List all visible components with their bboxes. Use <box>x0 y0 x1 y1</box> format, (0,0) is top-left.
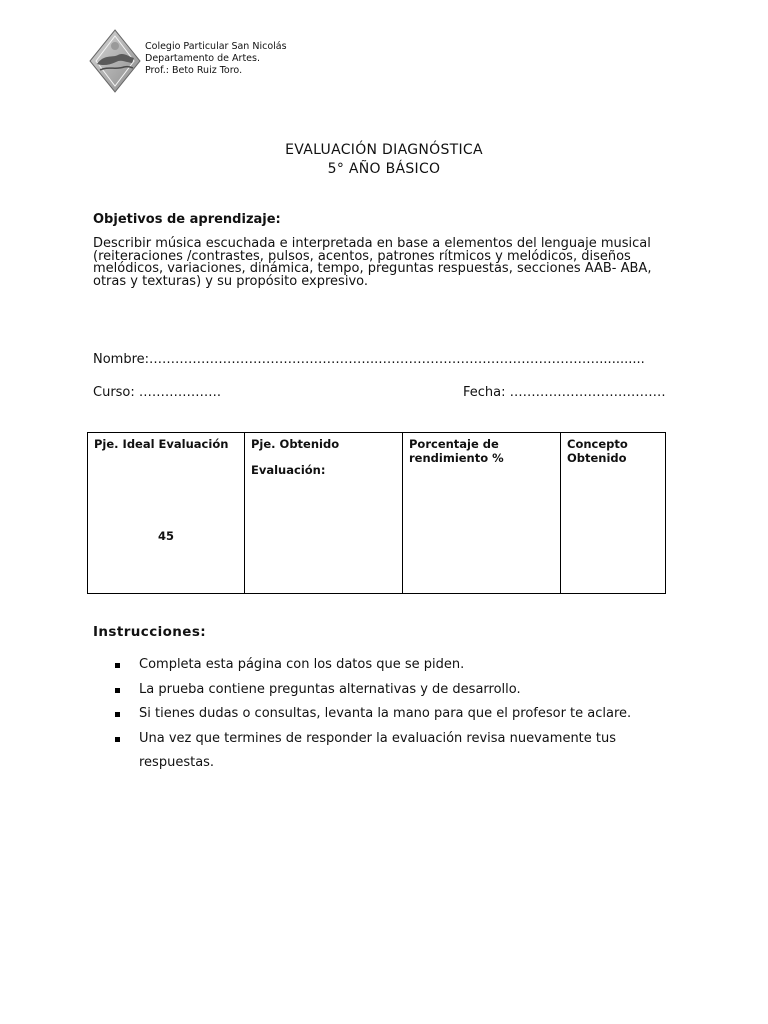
date-field[interactable]: Fecha: ……………………………… <box>463 385 666 400</box>
page-title: EVALUACIÓN DIAGNÓSTICA <box>285 142 483 158</box>
list-item: Una vez que termines de responder la evaluación revisa nuevamente tus respuestas. <box>113 727 673 776</box>
objectives-heading: Objetivos de aprendizaje: <box>93 212 281 227</box>
school-name: Colegio Particular San Nicolás <box>145 41 287 52</box>
page-subtitle: 5° AÑO BÁSICO <box>327 161 441 177</box>
ideal-score-value: 45 <box>157 529 174 543</box>
percentage-subheader: rendimiento % <box>409 451 504 465</box>
objectives-text: Describir música escuchada e interpretada en base a elementos del lenguaje musical (reiteraciones /contrastes, pulsos, acentos, patrones rítmicos y melódicos, diseños melódicos, variaciones, dinámica, tempo, preguntas respuestas, secciones AAB- ABA, otras y texturas) y su propósito expresivo. <box>93 236 652 289</box>
obtained-score-cell[interactable] <box>245 433 403 594</box>
obtained-score-header: Pje. Obtenido <box>251 437 340 451</box>
name-field[interactable]: Nombre:……………………………………………..……………………………………………........... <box>93 352 645 367</box>
percentage-header: Porcentaje de <box>409 437 499 451</box>
obtained-score-subheader: Evaluación: <box>251 463 326 477</box>
concept-header: Concepto Obtenido <box>567 437 628 465</box>
school-header <box>145 41 287 77</box>
percentage-cell[interactable] <box>403 433 561 594</box>
score-table <box>87 432 666 594</box>
list-item: Si tienes dudas o consultas, levanta la mano para que el profesor te aclare. <box>113 702 673 727</box>
course-field[interactable]: Curso: ………………. <box>93 385 222 400</box>
list-item: La prueba contiene preguntas alternativas y de desarrollo. <box>113 678 673 703</box>
instructions-list <box>113 653 673 776</box>
ideal-score-cell <box>88 433 245 594</box>
instructions-heading: Instrucciones: <box>93 624 207 640</box>
school-logo-icon <box>88 28 142 94</box>
list-item: Completa esta página con los datos que se piden. <box>113 653 673 678</box>
ideal-score-header: Pje. Ideal Evaluación <box>94 437 229 451</box>
department-name: Departamento de Artes. <box>145 53 260 64</box>
concept-cell[interactable] <box>561 433 666 594</box>
teacher-name: Prof.: Beto Ruiz Toro. <box>145 65 243 76</box>
